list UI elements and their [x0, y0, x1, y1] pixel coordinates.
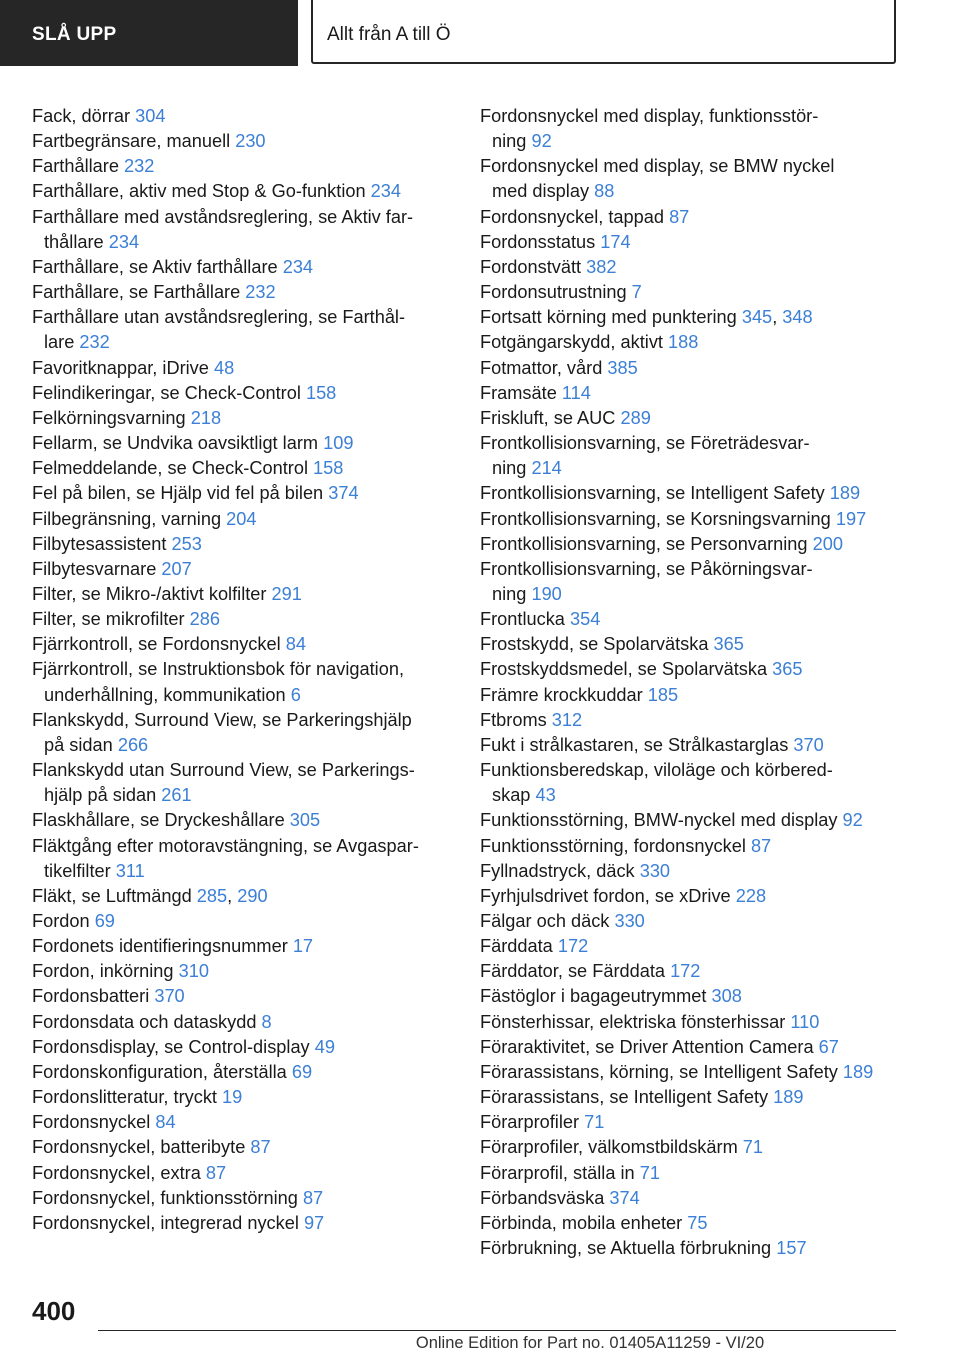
entry-text: Felkörningsvarning	[32, 407, 191, 428]
page-link[interactable]: 365	[772, 659, 803, 680]
entry-text: Fläktgång efter motoravstängning, se Avgaspar-	[32, 835, 419, 856]
entry-text: Fartbegränsare, manuell	[32, 131, 236, 152]
entry-text: Fukt i strålkastaren, se Strålkastarglas	[480, 734, 794, 755]
entry-text: Funktionsberedskap, viloläge och körbered-	[480, 760, 833, 781]
entry-text: lare	[44, 332, 80, 353]
page-link[interactable]: 158	[305, 382, 337, 403]
entry-text: Fordonsbatteri	[32, 986, 155, 1007]
page-link[interactable]: 285	[196, 885, 228, 906]
page-link[interactable]: 172	[557, 936, 589, 957]
page-link[interactable]: 92	[531, 131, 552, 152]
page-link[interactable]: 214	[531, 458, 562, 479]
entry-text: Filbytesassistent	[32, 533, 172, 554]
index-entry	[480, 758, 920, 808]
page-link[interactable]: 157	[776, 1238, 807, 1259]
index-entry	[32, 657, 452, 707]
entry-text: Frostskydd, se Spolarvätska	[480, 634, 714, 655]
entry-text: Fordonsnyckel med display, se BMW nyckel	[480, 156, 835, 177]
page-link[interactable]: 67	[818, 1036, 839, 1057]
page-link[interactable]: 7	[631, 282, 642, 303]
entry-text: Felmeddelande, se Check-Control	[32, 458, 314, 479]
page-link[interactable]: 266	[117, 734, 149, 755]
index-entry	[480, 683, 920, 708]
page-link[interactable]: 382	[586, 256, 617, 277]
page-link[interactable]: 92	[842, 810, 863, 831]
entry-text: Förbandsväska	[480, 1187, 610, 1208]
index-entry	[32, 1186, 452, 1211]
page-link[interactable]: 228	[735, 885, 767, 906]
page-link[interactable]: 75	[687, 1212, 708, 1233]
page-link[interactable]: 305	[289, 810, 321, 831]
page-link[interactable]: 374	[328, 483, 359, 504]
index-entry: Fortsatt körning med punktering 345, 348	[480, 307, 813, 328]
page-link[interactable]: 6	[290, 684, 301, 705]
page-link[interactable]: 218	[190, 407, 222, 428]
page-link[interactable]: 114	[561, 382, 591, 403]
entry-text: Fordonsnyckel, funktionsstörning	[32, 1187, 303, 1208]
entry-text: Främre krockkuddar	[480, 684, 648, 705]
index-entry	[480, 984, 920, 1009]
page-link[interactable]: 87	[750, 835, 772, 856]
entry-text: Förarassistans, körning, se Intelligent Safety	[480, 1061, 843, 1082]
entry-text: Fordonskonfiguration, återställa	[32, 1061, 292, 1082]
index-entry: Fläkt, se Luftmängd 285, 290	[32, 885, 268, 906]
page-link[interactable]: 48	[213, 357, 235, 378]
index-entry	[32, 1060, 452, 1085]
entry-text: Felindikeringar, se Check-Control	[32, 382, 306, 403]
page-link[interactable]: 88	[594, 181, 615, 202]
entry-text: Flaskhållare, se Dryckeshållare	[32, 810, 290, 831]
index-entry	[480, 1135, 920, 1160]
entry-text: Fjärrkontroll, se Fordonsnyckel	[32, 634, 286, 655]
index-entry	[32, 356, 452, 381]
index-entry	[480, 1010, 920, 1035]
entry-text: Farthållare, aktiv med Stop & Go-funktion	[32, 181, 371, 202]
page-link[interactable]: 310	[178, 961, 209, 982]
entry-text: Filbytesvarnare	[32, 558, 162, 579]
entry-text: Fack, dörrar	[32, 106, 136, 126]
entry-text: Fel på bilen, se Hjälp vid fel på bilen	[32, 483, 329, 504]
index-entry	[480, 356, 920, 381]
entry-text: Funktionsstörning, BMW-nyckel med display	[480, 810, 843, 831]
entry-text: Fordonsutrustning	[480, 282, 632, 303]
page-link[interactable]: 43	[535, 785, 556, 806]
entry-text: Förarprofiler	[480, 1112, 585, 1133]
page-link[interactable]: 234	[370, 181, 402, 202]
index-entry	[32, 129, 452, 154]
chapter-tab[interactable]: Allt från A till Ö	[311, 0, 896, 64]
page-link[interactable]: 374	[609, 1187, 640, 1208]
index-entry	[32, 532, 452, 557]
page-link[interactable]: 286	[189, 609, 221, 630]
index-entry	[480, 1110, 920, 1135]
index-entry	[480, 934, 920, 959]
index-entry	[32, 557, 452, 582]
index-entry	[480, 255, 920, 280]
entry-text: ning	[492, 131, 532, 152]
index-entry	[32, 959, 452, 984]
page-link[interactable]: 71	[639, 1162, 660, 1183]
page-link[interactable]: 87	[205, 1162, 227, 1183]
index-entry	[32, 758, 452, 808]
index-entry	[480, 733, 920, 758]
entry-text: Fortsatt körning med punktering	[480, 307, 742, 328]
index-entry	[480, 1161, 920, 1186]
index-entry	[480, 431, 920, 481]
entry-text: Farthållare utan avståndsreglering, se Farthål-	[32, 307, 406, 328]
entry-text: Föraraktivitet, se Driver Attention Camera	[480, 1036, 819, 1057]
page-link[interactable]: 207	[161, 558, 192, 579]
index-entry	[480, 632, 920, 657]
page-link[interactable]: 312	[551, 709, 583, 730]
page-link[interactable]: 97	[303, 1212, 325, 1233]
entry-text: Fordonsstatus	[480, 231, 601, 252]
entry-text: Färddator, se Färddata	[480, 961, 671, 982]
entry-text: Fordon, inkörning	[32, 961, 179, 982]
edition-footer: Online Edition for Part no. 01405A11259 - VI/20	[415, 1334, 765, 1352]
index-entry	[32, 1161, 452, 1186]
entry-text: Friskluft, se AUC	[480, 407, 621, 428]
footer-rule	[98, 1330, 896, 1331]
index-entry	[32, 1085, 452, 1110]
page-link[interactable]: 232	[124, 156, 155, 177]
page-link[interactable]: 197	[835, 508, 867, 529]
entry-text: Fordon	[32, 911, 95, 931]
page-link[interactable]: 230	[235, 131, 266, 152]
entry-text: Fästöglor i bagageutrymmet	[480, 986, 712, 1007]
entry-text: Filbegränsning, varning	[32, 508, 227, 529]
entry-text: Fönsterhissar, elektriska fönsterhissar	[480, 1011, 791, 1032]
page-link[interactable]: 304	[135, 106, 166, 126]
entry-text: Favoritknappar, iDrive	[32, 357, 214, 378]
index-entry	[480, 834, 920, 859]
index-entry	[32, 1035, 452, 1060]
page-link[interactable]: 253	[171, 533, 202, 554]
page-link[interactable]: 348	[782, 307, 813, 328]
page-link[interactable]: 87	[669, 206, 690, 227]
index-entry	[480, 808, 920, 833]
index-entry	[480, 154, 920, 204]
index-entry	[32, 984, 452, 1009]
index-entry	[480, 330, 920, 355]
index-entry	[32, 381, 452, 406]
page-link[interactable]: 172	[670, 961, 701, 982]
index-entry	[32, 280, 452, 305]
entry-text: Förbinda, mobila enheter	[480, 1212, 688, 1233]
entry-text: Frontkollisionsvarning, se Personvarning	[480, 533, 813, 554]
index-entry	[480, 657, 920, 682]
entry-text: Fjärrkontroll, se Instruktionsbok för navigation,	[32, 659, 405, 680]
entry-text: Fellarm, se Undvika oavsiktligt larm	[32, 433, 324, 454]
index-entry	[32, 481, 452, 506]
page-link[interactable]: 330	[614, 911, 645, 931]
index-entry	[480, 557, 920, 607]
index-entry	[480, 481, 920, 506]
entry-text: Fordonsdata och dataskydd	[32, 1011, 262, 1032]
index-entry	[32, 582, 452, 607]
entry-text: Förarassistans, se Intelligent Safety	[480, 1087, 774, 1108]
index-entry	[480, 1236, 920, 1261]
page-link[interactable]: 190	[531, 583, 562, 604]
index-entry	[32, 179, 452, 204]
index-entry	[32, 708, 452, 758]
page-link[interactable]: 290	[237, 885, 268, 906]
index-entry	[32, 305, 452, 355]
index-entry	[32, 154, 452, 179]
entry-text: Funktionsstörning, fordonsnyckel	[480, 835, 751, 856]
entry-text: Farthållare, se Aktiv farthållare	[32, 256, 283, 277]
page-link[interactable]: 84	[285, 634, 306, 655]
index-entry	[480, 1060, 920, 1085]
index-entry	[32, 1010, 452, 1035]
index-entry	[32, 104, 452, 129]
entry-text: Ftbroms	[480, 709, 552, 730]
page-link[interactable]: 189	[829, 483, 861, 504]
entry-text: Fordonstvätt	[480, 256, 587, 277]
index-entry	[480, 280, 920, 305]
entry-text: Förbrukning, se Aktuella förbrukning	[480, 1238, 777, 1259]
entry-text: Fyrhjulsdrivet fordon, se xDrive	[480, 885, 736, 906]
page-link[interactable]: 330	[639, 860, 671, 881]
index-entry	[480, 884, 920, 909]
page-header	[0, 0, 960, 66]
page-link[interactable]: 365	[713, 634, 744, 655]
index-entry	[480, 1085, 920, 1110]
page-link[interactable]: 234	[282, 256, 314, 277]
entry-text: Filter, se mikrofilter	[32, 609, 190, 630]
index-entry	[480, 708, 920, 733]
page-link[interactable]: 87	[302, 1187, 324, 1208]
page-link[interactable]: 84	[155, 1112, 176, 1133]
entry-text: Fotmattor, vård	[480, 357, 608, 378]
page-link[interactable]: 291	[271, 583, 302, 604]
index-entry	[480, 959, 920, 984]
index-entry	[480, 909, 920, 934]
entry-text: Fordonsnyckel med display, funktionsstör-	[480, 106, 819, 126]
entry-text: Filter, se Mikro-/aktivt kolfilter	[32, 583, 272, 604]
page-link[interactable]: 109	[323, 433, 354, 454]
entry-text: på sidan	[44, 734, 118, 755]
page-link[interactable]: 174	[600, 231, 631, 252]
entry-text: Fordonslitteratur, tryckt	[32, 1087, 223, 1108]
index-entry	[480, 406, 920, 431]
index-entry	[480, 230, 920, 255]
entry-text: Flankskydd utan Surround View, se Parkerings-	[32, 760, 415, 781]
entry-text: Farthållare med avståndsreglering, se Aktiv far-	[32, 206, 414, 227]
entry-text: Fordonsnyckel, extra	[32, 1162, 206, 1183]
index-entry	[32, 1211, 452, 1236]
page-link[interactable]: 232	[245, 282, 276, 303]
index-entry	[32, 406, 452, 431]
index-entry	[480, 507, 920, 532]
page-link[interactable]: 370	[154, 986, 185, 1007]
index-entry	[32, 456, 452, 481]
page-link[interactable]: 370	[793, 734, 824, 755]
page-link[interactable]: 71	[584, 1112, 605, 1133]
page-link[interactable]: 69	[291, 1061, 313, 1082]
index-entry	[32, 834, 452, 884]
entry-text: Fyllnadstryck, däck	[480, 860, 640, 881]
index-entry	[480, 1211, 920, 1236]
page-link[interactable]: 188	[668, 332, 699, 353]
entry-text: thållare	[44, 231, 109, 252]
entry-text: Fordonsdisplay, se Control-display	[32, 1036, 315, 1057]
entry-text: Fotgängarskydd, aktivt	[480, 332, 669, 353]
entry-text: Fordonsnyckel, batteribyte	[32, 1137, 251, 1158]
index-entry	[32, 1110, 452, 1135]
index-entry	[480, 1035, 920, 1060]
index-entry	[32, 808, 452, 833]
index-entry	[32, 507, 452, 532]
index-entry	[480, 859, 920, 884]
entry-text: Förarprofiler, välkomstbildskärm	[480, 1137, 743, 1158]
entry-text: Frontkollisionsvarning, se Intelligent Safety	[480, 483, 830, 504]
page-link[interactable]: 345	[741, 307, 773, 328]
page-link[interactable]: 289	[620, 407, 651, 428]
entry-text: Frontkollisionsvarning, se Korsningsvarning	[480, 508, 836, 529]
page-link[interactable]: 158	[313, 458, 344, 479]
entry-text: tikelfilter	[44, 860, 116, 881]
index-entry	[480, 381, 920, 406]
section-tab[interactable]: SLÅ UPP	[0, 0, 298, 66]
entry-text: Framsäte	[480, 382, 562, 403]
entry-text: Fordonsnyckel	[32, 1112, 156, 1133]
index-entry	[32, 431, 452, 456]
page-link[interactable]: 189	[773, 1087, 804, 1108]
page-link[interactable]: 204	[226, 508, 257, 529]
entry-text: Frontlucka	[480, 609, 570, 630]
entry-text: ning	[492, 583, 532, 604]
page-link[interactable]: 8	[261, 1011, 272, 1032]
entry-text: Fordonsnyckel, integrerad nyckel	[32, 1212, 304, 1233]
entry-text: Flankskydd, Surround View, se Parkeringshjälp	[32, 709, 412, 730]
page-link[interactable]: 311	[115, 860, 145, 881]
entry-text: Farthållare	[32, 156, 124, 177]
entry-text: skap	[492, 785, 536, 806]
index-entry	[480, 104, 920, 154]
page-link[interactable]: 232	[79, 332, 110, 353]
index-entry	[32, 1135, 452, 1160]
entry-text: Fordonets identifieringsnummer	[32, 936, 293, 957]
index-column-left	[32, 104, 452, 1236]
index-entry	[32, 607, 452, 632]
entry-text: Farthållare, se Farthållare	[32, 282, 246, 303]
page-number: 400	[32, 1296, 76, 1326]
entry-text: Frontkollisionsvarning, se Företrädesvar-	[480, 433, 810, 454]
index-entry	[32, 255, 452, 280]
page-link[interactable]: 71	[742, 1137, 764, 1158]
entry-text: Fälgar och däck	[480, 911, 615, 931]
index-entry	[32, 205, 452, 255]
entry-text: Färddata	[480, 936, 558, 957]
index-column-right	[480, 104, 920, 1261]
page-link[interactable]: 385	[607, 357, 638, 378]
page-link[interactable]: 308	[711, 986, 742, 1007]
entry-text: Fläkt, se Luftmängd	[32, 885, 197, 906]
entry-text: ning	[492, 458, 532, 479]
index-entry	[480, 1186, 920, 1211]
page-link[interactable]: 354	[569, 609, 601, 630]
page-link[interactable]: 110	[790, 1011, 820, 1032]
index-entry	[480, 532, 920, 557]
page-link[interactable]: 19	[222, 1087, 243, 1108]
page-link[interactable]: 234	[108, 231, 140, 252]
page-link[interactable]: 69	[94, 911, 115, 931]
index-entry	[32, 632, 452, 657]
entry-text: Förarprofil, ställa in	[480, 1162, 640, 1183]
index-entry	[480, 205, 920, 230]
index-entry	[32, 934, 452, 959]
page-link[interactable]: 49	[314, 1036, 335, 1057]
index-entry	[480, 607, 920, 632]
entry-text: Fordonsnyckel, tappad	[480, 206, 670, 227]
entry-text: underhållning, kommunikation	[44, 684, 291, 705]
page-link[interactable]: 185	[647, 684, 679, 705]
entry-text: Frostskyddsmedel, se Spolarvätska	[480, 659, 773, 680]
page-link[interactable]: 200	[812, 533, 843, 554]
entry-text: med display	[492, 181, 595, 202]
page-link[interactable]: 189	[842, 1061, 874, 1082]
entry-text: hjälp på sidan	[44, 785, 162, 806]
index-entry	[32, 909, 452, 934]
page-link[interactable]: 87	[250, 1137, 271, 1158]
page-link[interactable]: 261	[161, 785, 192, 806]
page-link[interactable]: 17	[292, 936, 314, 957]
entry-text: Frontkollisionsvarning, se Påkörningsvar-	[480, 558, 813, 579]
